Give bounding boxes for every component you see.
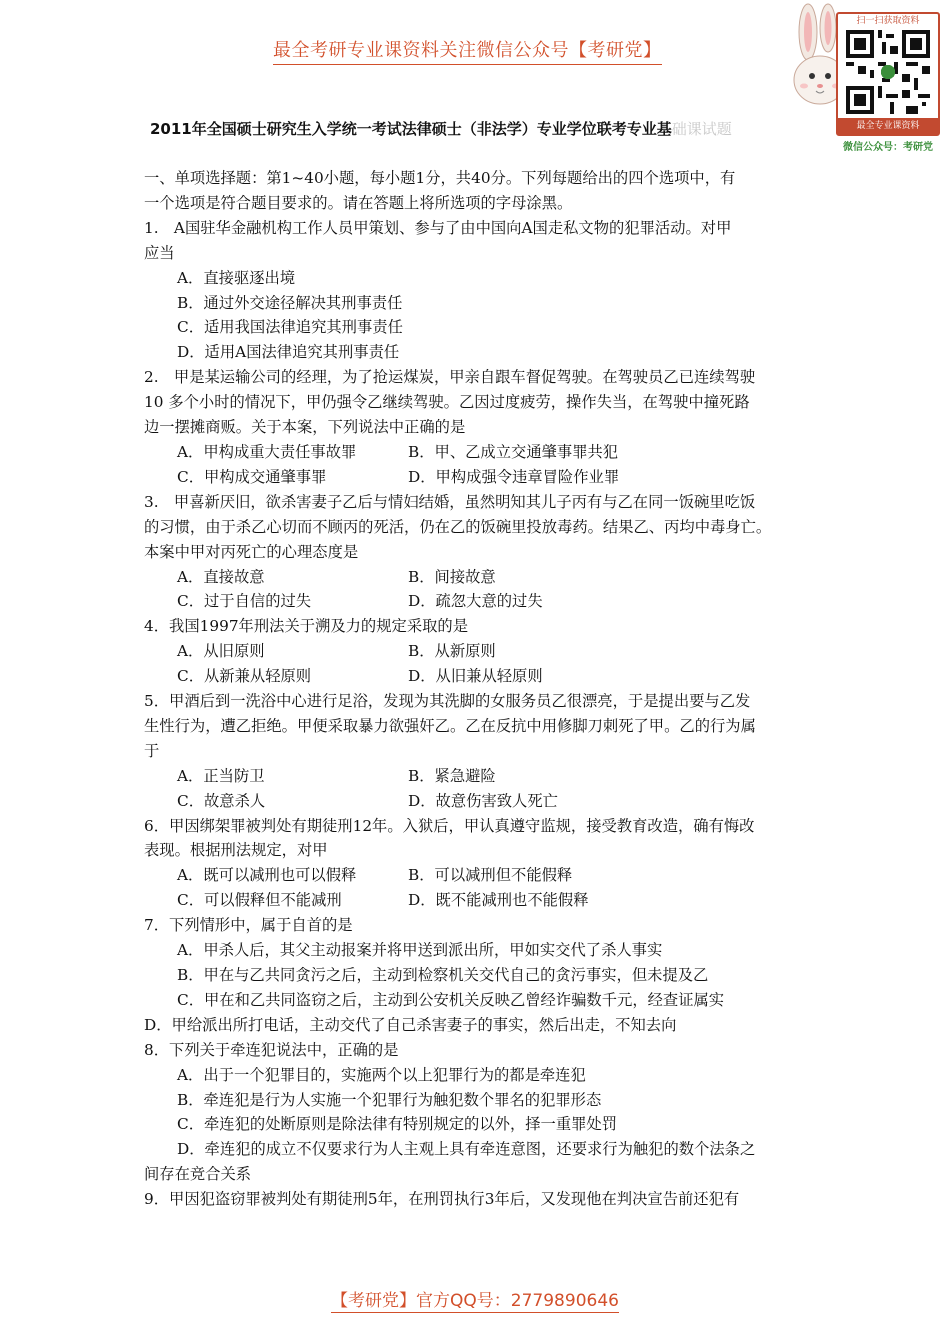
question-stem: 3. 甲喜新厌旧，欲杀害妻子乙后与情妇结婚，虽然明知其儿子丙有与乙在同一饭碗里吃饭 <box>144 492 756 511</box>
question-stem: 于 <box>144 741 160 760</box>
question-stem: 6．甲因绑架罪被判处有期徒刑12年。入狱后，甲认真遵守监规，接受教育改造，确有悔改 <box>144 816 755 835</box>
option-c: C．牵连犯的处断原则是除法律有特别规定的以外，择一重罪处罚 <box>177 1115 618 1134</box>
option-a: A．甲杀人后，其父主动报案并将甲送到派出所，甲如实交代了杀人事实 <box>177 941 663 960</box>
section-intro: 一个选项是符合题目要求的。请在答题上将所选项的字母涂黑。 <box>144 193 573 212</box>
option-d: D．甲给派出所打电话，主动交代了自己杀害妻子的事实，然后出走，不知去向 <box>144 1015 677 1034</box>
option-row <box>144 789 808 814</box>
question-stem: 边一摆摊商贩。关于本案，下列说法中正确的是 <box>144 418 466 437</box>
document-title <box>150 118 790 139</box>
option-c: C．甲在和乙共同盗窃之后，主动到公安机关反映乙曾经诈骗数千元，经查证属实 <box>177 990 725 1009</box>
document-title-faded: 础课试题 <box>671 120 732 138</box>
option-b: B．通过外交途径解决其刑事责任 <box>177 293 403 312</box>
footer <box>0 1286 950 1311</box>
question-stem: 2. 甲是某运输公司的经理，为了抢运煤炭，甲亲自跟车督促驾驶。在驾驶员乙已连续驾驶 <box>144 368 756 387</box>
question-stem: 表现。根据刑法规定，对甲 <box>144 841 328 860</box>
question-stem: 9．甲因犯盗窃罪被判处有期徒刑5年，在刑罚执行3年后，又发现他在判决宣告前还犯有 <box>144 1190 740 1209</box>
option-c: C．故意杀人 <box>177 791 266 810</box>
question-stem: 应当 <box>144 243 175 262</box>
option-c: C．过于自信的过失 <box>177 592 312 611</box>
option-c: C．从新兼从轻原则 <box>177 667 312 686</box>
option-a: A．甲构成重大责任事故罪 <box>177 442 357 461</box>
question-stem: 8．下列关于牵连犯说法中，正确的是 <box>144 1040 399 1059</box>
question-stem: 本案中甲对丙死亡的心理态度是 <box>144 542 359 561</box>
option-a: A．出于一个犯罪目的，实施两个以上犯罪行为的都是牵连犯 <box>177 1065 586 1084</box>
qr-caption: 微信公众号：考研党 <box>843 142 933 153</box>
option-b: B．牵连犯是行为人实施一个犯罪行为触犯数个罪名的犯罪形态 <box>177 1090 602 1109</box>
question-stem: 10 多个小时的情况下，甲仍强令乙继续驾驶。乙因过度疲劳，操作失当，在驾驶中撞死路 <box>144 393 750 412</box>
question-stem: 的习惯，由于杀乙心切而不顾丙的死活，仍在乙的饭碗里投放毒药。结果乙、丙均中毒身亡。 <box>144 517 772 536</box>
option-a: A．既可以减刑也可以假释 <box>177 866 357 885</box>
option-a: A．直接驱逐出境 <box>177 268 296 287</box>
option-a: A．从旧原则 <box>177 642 265 661</box>
document-body <box>144 166 808 1212</box>
option-row <box>144 664 808 689</box>
option-d-continued: 间存在竞合关系 <box>144 1165 252 1184</box>
option-row <box>144 888 808 913</box>
option-row <box>144 863 808 888</box>
qr-frame <box>836 12 940 136</box>
option-b: B．从新原则 <box>408 642 496 661</box>
option-d: D．牵连犯的成立不仅要求行为人主观上具有牵连意图，还要求行为触犯的数个法条之 <box>177 1140 756 1159</box>
question-stem: 1. A国驻华金融机构工作人员甲策划、参与了由中国向A国走私文物的犯罪活动。对甲 <box>144 218 732 237</box>
option-c: C．适用我国法律追究其刑事责任 <box>177 318 403 337</box>
question-stem: 7．下列情形中，属于自首的是 <box>144 916 353 935</box>
option-c: C．甲构成交通肇事罪 <box>177 467 327 486</box>
footer-contact[interactable]: 【考研党】官方QQ号：2779890646 <box>331 1291 619 1311</box>
option-a: A．直接故意 <box>177 567 265 586</box>
option-b: B．间接故意 <box>408 567 496 586</box>
option-row <box>144 764 808 789</box>
option-b: B．甲、乙成立交通肇事罪共犯 <box>408 442 619 461</box>
option-row <box>144 589 808 614</box>
option-b: B．甲在与乙共同贪污之后，主动到检察机关交代自己的贪污事实，但未提及乙 <box>177 966 709 984</box>
qr-promo <box>790 0 950 160</box>
option-d: D．从旧兼从轻原则 <box>408 667 543 686</box>
option-row <box>144 440 808 465</box>
option-d: D．既不能减刑也不能假释 <box>408 891 589 910</box>
section-intro: 一、单项选择题：第1~40小题，每小题1分，共40分。下列每题给出的四个选项中，有 <box>144 169 736 187</box>
option-d: D．甲构成强令违章冒险作业罪 <box>408 467 620 486</box>
option-c: C．可以假释但不能减刑 <box>177 891 342 910</box>
option-b: B．可以减刑但不能假释 <box>408 866 573 885</box>
option-d: D．故意伤害致人死亡 <box>408 791 558 810</box>
qr-top-label: 扫一扫获取资料 <box>856 16 920 26</box>
question-stem: 4．我国1997年刑法关于溯及力的规定采取的是 <box>144 617 469 636</box>
option-a: A．正当防卫 <box>177 766 265 785</box>
question-stem: 5．甲酒后到一洗浴中心进行足浴，发现为其洗脚的女服务员乙很漂亮，于是提出要与乙发 <box>144 692 751 711</box>
option-row <box>144 639 808 664</box>
document-title-main: 2011年全国硕士研究生入学统一考试法律硕士（非法学）专业学位联考专业基 <box>150 120 672 138</box>
qr-code-icon[interactable] <box>846 30 930 114</box>
qr-bottom-label: 最全专业课资料 <box>838 118 938 134</box>
option-d: D．疏忽大意的过失 <box>408 592 543 611</box>
option-d: D．适用A国法律追究其刑事责任 <box>177 343 400 362</box>
header-banner[interactable]: 最全考研专业课资料关注微信公众号【考研党】 <box>273 36 662 65</box>
option-row <box>144 565 808 590</box>
option-row <box>144 465 808 490</box>
option-b: B．紧急避险 <box>408 766 496 785</box>
question-stem: 生性行为，遭乙拒绝。甲便采取暴力欲强奸乙。乙在反抗中用修脚刀刺死了甲。乙的行为属 <box>144 716 756 735</box>
